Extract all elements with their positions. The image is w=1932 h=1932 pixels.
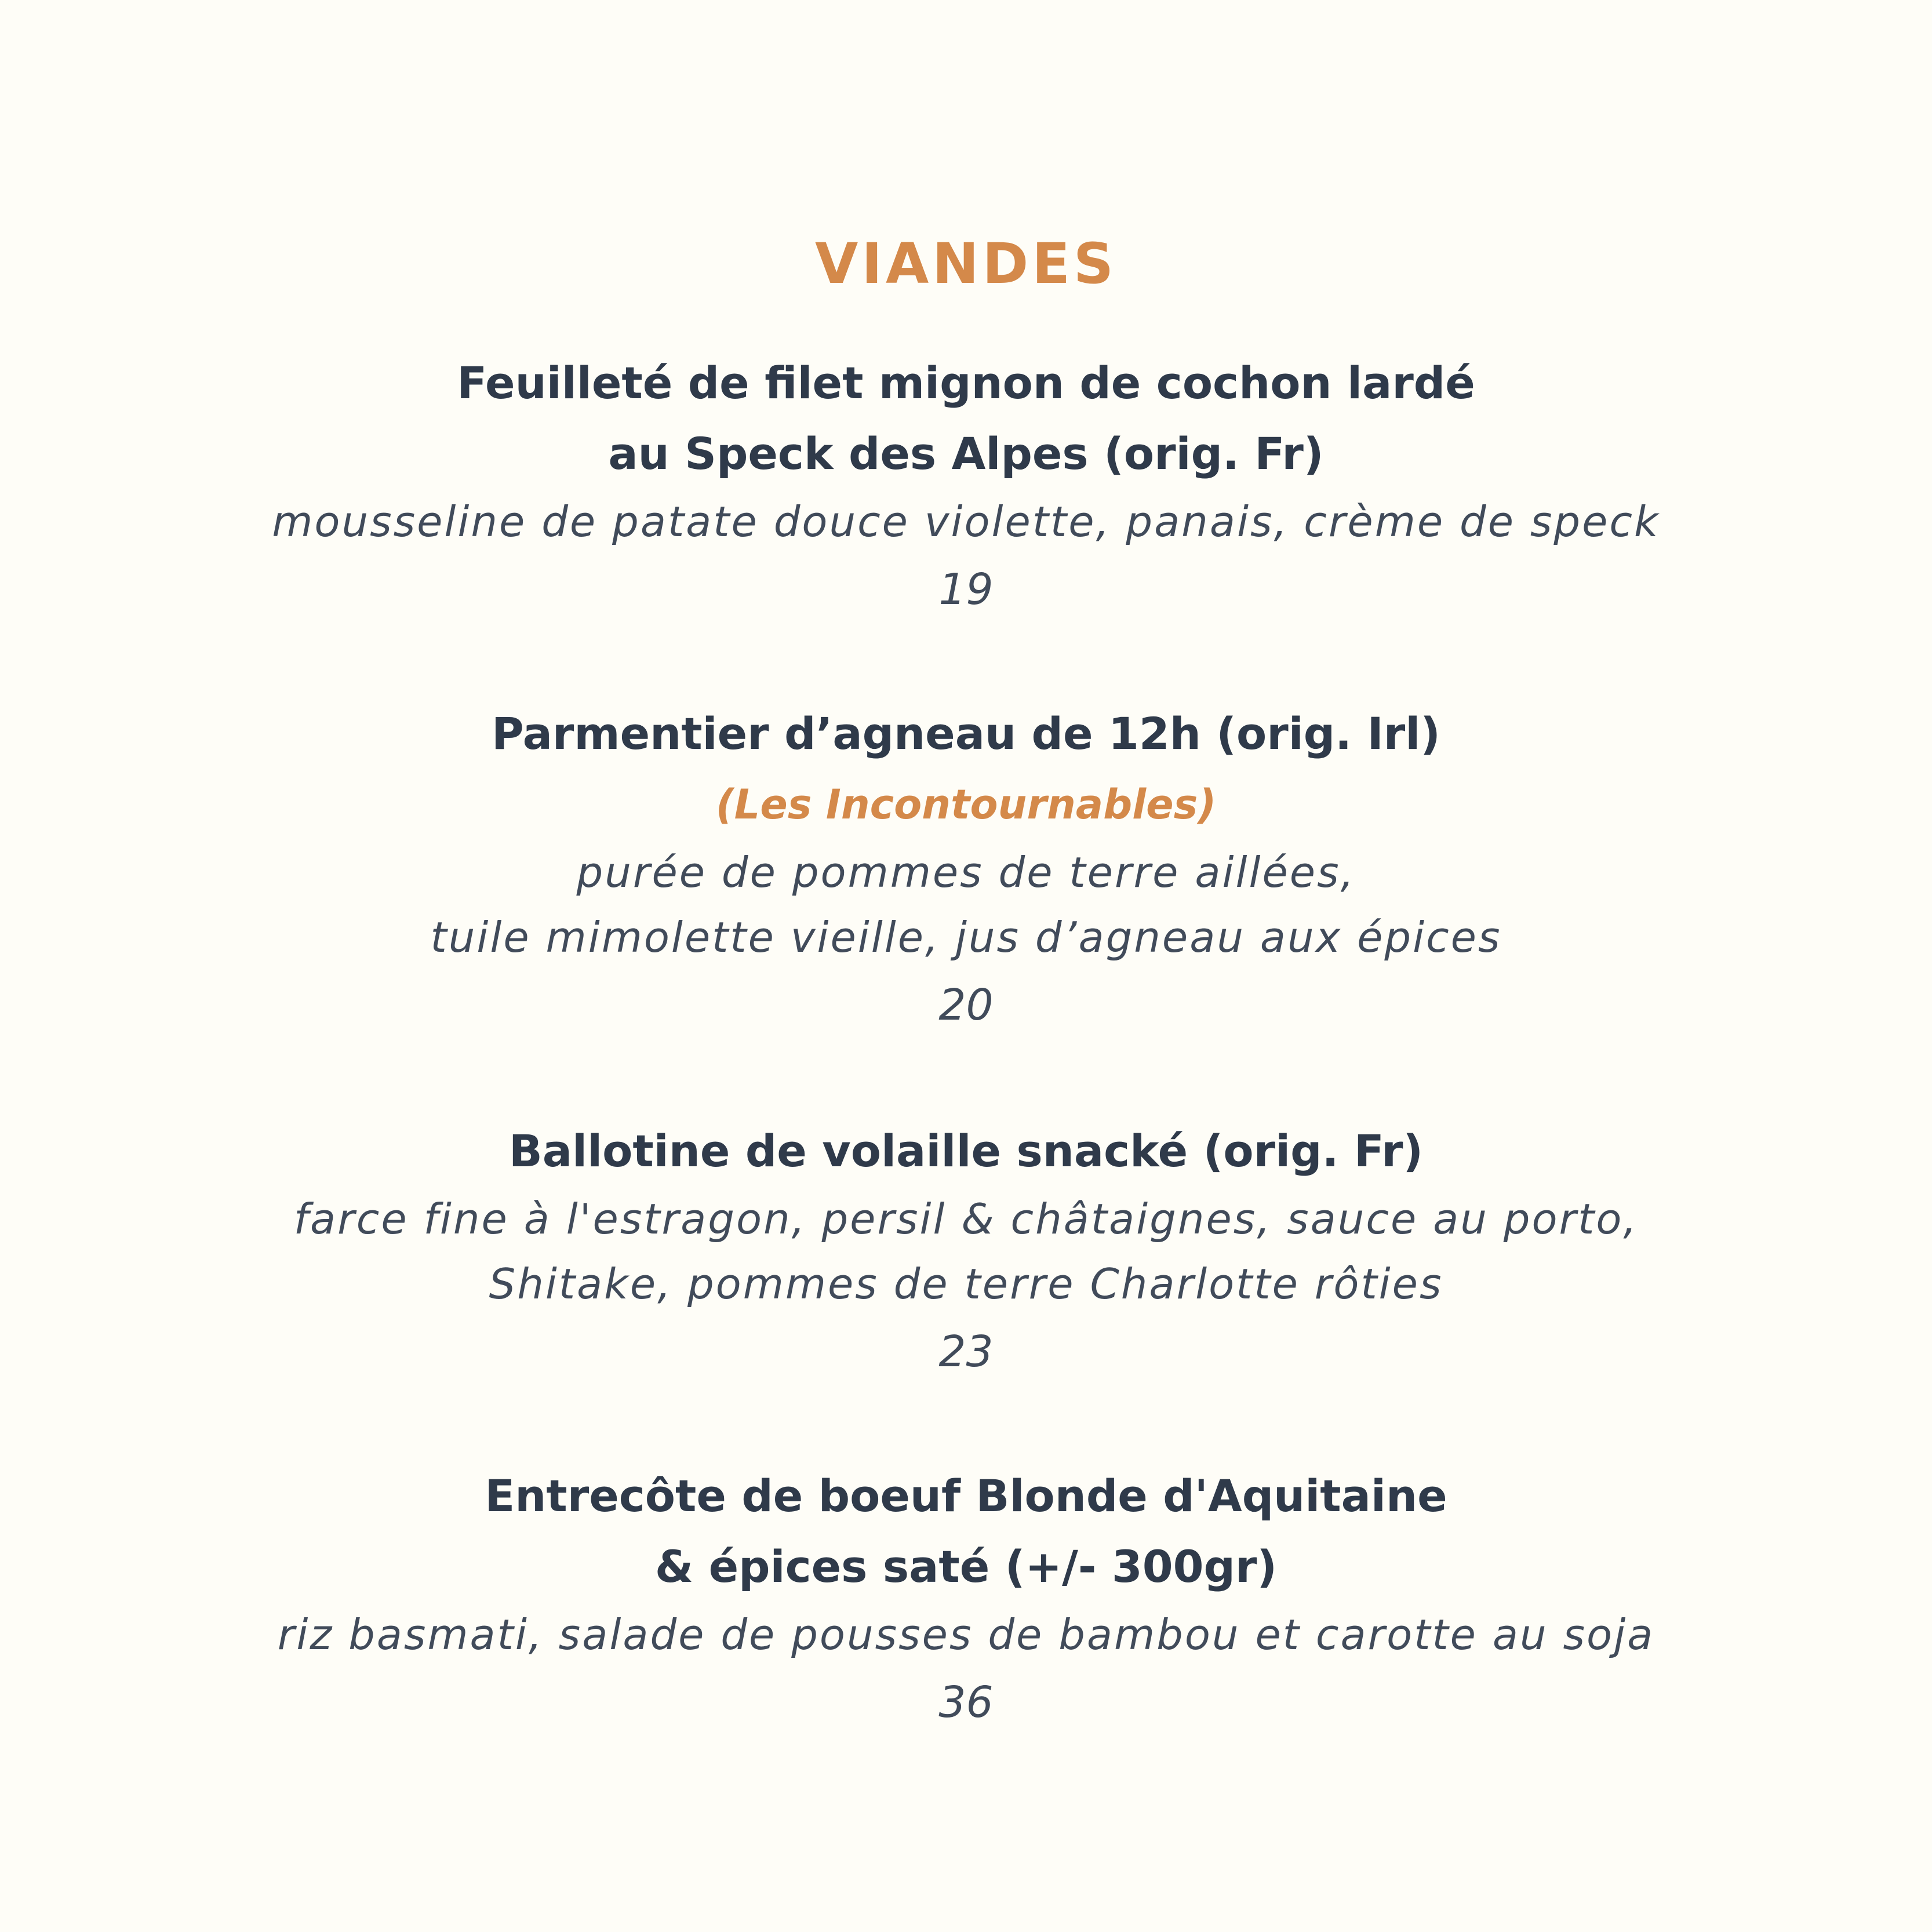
dish-name-line: au Speck des Alpes (orig. Fr) — [608, 428, 1324, 479]
dish-description-line: riz basmati, salade de pousses de bambou et carotte au soja — [277, 1610, 1655, 1659]
dish-description-line: farce fine à l'estragon, persil & châtaignes, sauce au porto, — [293, 1195, 1639, 1243]
dish-price: 19 — [938, 565, 994, 614]
dish-description-line: Shitake, pommes de terre Charlotte rôties — [489, 1260, 1443, 1308]
dish-tag: (Les Incontournables) — [715, 781, 1217, 828]
dish-name-line: & épices saté (+/- 300gr) — [654, 1541, 1278, 1592]
dish-name-line: Parmentier d’agneau de 12h (orig. Irl) — [491, 708, 1441, 759]
dish-name-line: Entrecôte de boeuf Blonde d'Aquitaine — [485, 1470, 1447, 1522]
dish-name-line: Feuilleté de filet mignon de cochon lardé — [457, 357, 1475, 409]
dish-price: 20 — [938, 980, 994, 1030]
dish-item — [0, 698, 1932, 1040]
section-title: VIANDES — [814, 231, 1118, 296]
dish-item — [0, 348, 1932, 625]
dish-name-line: Ballotine de volaille snacké (orig. Fr) — [508, 1125, 1424, 1177]
dish-item — [0, 1116, 1932, 1387]
dish-description-line: mousseline de patate douce violette, panais, crème de speck — [272, 497, 1660, 546]
dish-price: 23 — [938, 1327, 994, 1377]
dish-item — [0, 1461, 1932, 1738]
dish-description-line: purée de pommes de terre aillées, — [576, 848, 1356, 897]
dish-price: 36 — [938, 1678, 994, 1727]
dish-description-line: tuile mimolette vieille, jus d’agneau aux épices — [430, 913, 1502, 962]
